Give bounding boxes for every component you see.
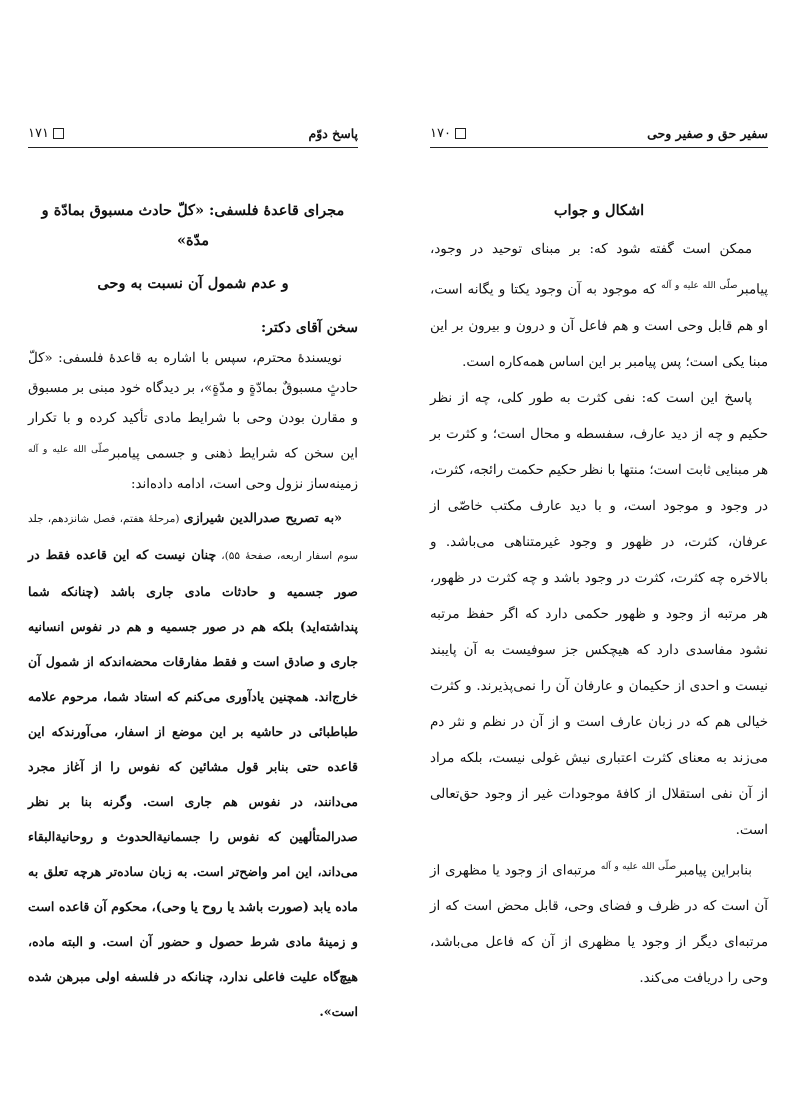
square-icon — [455, 128, 466, 139]
paragraph — [28, 344, 358, 501]
page-number-text: ۱۷۰ — [430, 125, 451, 141]
page-title-line-1: مجرای قاعدۀ فلسفی: «کلّ حادث مسبوق بمادّة و مدّة» — [41, 202, 345, 250]
paragraph-text-cont: زمینه‌ساز نزول وحی است، ادامه داده‌اند: — [131, 476, 358, 492]
quote-body: چنان نیست که این قاعده فقط در صور جسمیه و حادثات مادی جاری باشد (چنانکه شما پنداشته‌اید) بلکه هم در صور جسمیه و هم در نفوس انسانیه جاری و صادق است و فقط مفارقات محضه‌اندکه از شمول آن خارج‌اند. همچنین یادآوری می‌کنم که استاد شما، مرحوم علامه طباطبائی در حاشیه بر این موضع از اسفار، می‌آورندکه این قاعده حتی بنابر قول مشائین که نفوس را از آغاز مجرد می‌دانند، در نفوس هم جاری است. وگرنه بنا بر نظر صدرالمتألهین که نفوس را جسمانیةالحدوث و روحانیةالبقاء می‌داند، این امر واضح‌تر است. به زبان ساده‌تر هرچه تعلق به ماده یابد (صورت باشد یا روح یا وحی)، محکوم آن قاعده است و زمینۀ مادی شرط حصول و حضور آن است. و البته ماده، هیچ‌گاه علیت فاعلی ندارد، چنانکه در فلسفه اولی مبرهن شده است». — [28, 547, 358, 1020]
page-number-text: ۱۷۱ — [28, 125, 49, 141]
honorific-mark: صلّی الله علیه و آله — [661, 281, 738, 292]
square-icon — [53, 128, 64, 139]
right-page — [430, 0, 768, 1100]
running-head: پاسخ دوّم — [308, 125, 358, 141]
section-title: اشکال و جواب — [553, 202, 645, 219]
paragraph-text-cont: که موجود به آن وجود یکتا و یگانه است، او هم قابل وحی است و هم فاعل آن و درون و بیرون بر این مبنا یکی است؛ پس پیامبر بر این اساس همه‌کاره است. — [430, 282, 768, 370]
running-head: سفیر حق و صفیر وحی — [647, 125, 768, 141]
paragraph — [430, 232, 768, 380]
honorific-mark: صلّی الله علیه و آله — [600, 861, 677, 872]
right-page-header — [430, 122, 768, 144]
paragraph — [430, 849, 768, 997]
paragraph-text: بنابراین پیامبر — [676, 863, 753, 879]
left-page-body — [28, 196, 358, 1029]
header-rule — [28, 147, 358, 148]
honorific-mark: صلّی الله علیه و آله — [28, 444, 110, 455]
paragraph-text: نویسندۀ محترم، سپس با اشاره به قاعدۀ فلسفی: «کلّ حادثٍ مسبوقٌ بمادّةٍ و مدّةٍ»، بر دیدگاه خود مبنی بر مسبوق و مقارن بودن وحی با شرایط مادی تأکید کرده و با تکرار این سخن که شرایط ذهنی و جسمی پیامبر — [28, 350, 358, 462]
page-number — [430, 126, 466, 141]
section-heading: سخن آقای دکتر: — [261, 320, 358, 337]
left-page — [28, 0, 358, 1100]
paragraph: پاسخ این است که: نفی کثرت به طور کلی، چه از نظر حکیم و چه از دید عارف، سفسطه و محال است؛ و کثرت بر هر مبنایی ثابت است؛ منتها با نظر حکیم حکمت رائجه، کثرت، در وجود و موجود است، و با دید عارف مکتب خاصّی از عرفان، کثرت، در ظهور و وجود غیرمتناهی می‌باشد. و بالاخره چه کثرت، کثرت در وجود باشد و چه کثرت در ظهور، هر مرتبه از وجود و ظهور حکمی دارد که اگر حفظ مرتبه نشود مفاسدی دارد که هیچکس جز سوفیست به آن پایبند نیست و احدی از حکیمان و عارفان آن را نمی‌پذیرند. و کثرت خیالی هم که در زبان عارف است و از آن در نظم و نثر دم می‌زند به معنای کثرت اعتباری نیش غولی نیست، بلکه مراد از آن نفی استقلال از کافۀ موجودات غیر از وجود حق‌تعالی است. — [430, 390, 768, 838]
quote-citation: (مرحلۀ هفتم، فصل شانزدهم، جلد سوم اسفار اربعه، صفحۀ ۵۵)، — [28, 513, 359, 563]
paragraph-text: ممکن است گفته شود که: بر مبنای توحید در وجود، پیامبر — [430, 242, 768, 298]
header-rule — [430, 147, 768, 148]
right-page-body — [430, 196, 768, 997]
quote-block — [28, 500, 358, 1029]
page-number — [28, 126, 64, 141]
page-title-line-2: و عدم شمول آن نسبت به وحی — [97, 274, 289, 292]
quote-lead: «به تصریح صدرالدین شیرازی — [183, 510, 342, 526]
paragraph-text-cont: مرتبه‌ای از وجود یا مظهری از آن است که در ظرف و فضای وحی، قابل محض است که از مرتبه‌ای دیگر از وجود یا مظهری از آن که فاعل می‌باشد، وحی را دریافت می‌کند. — [430, 863, 768, 987]
left-page-header — [28, 122, 358, 144]
